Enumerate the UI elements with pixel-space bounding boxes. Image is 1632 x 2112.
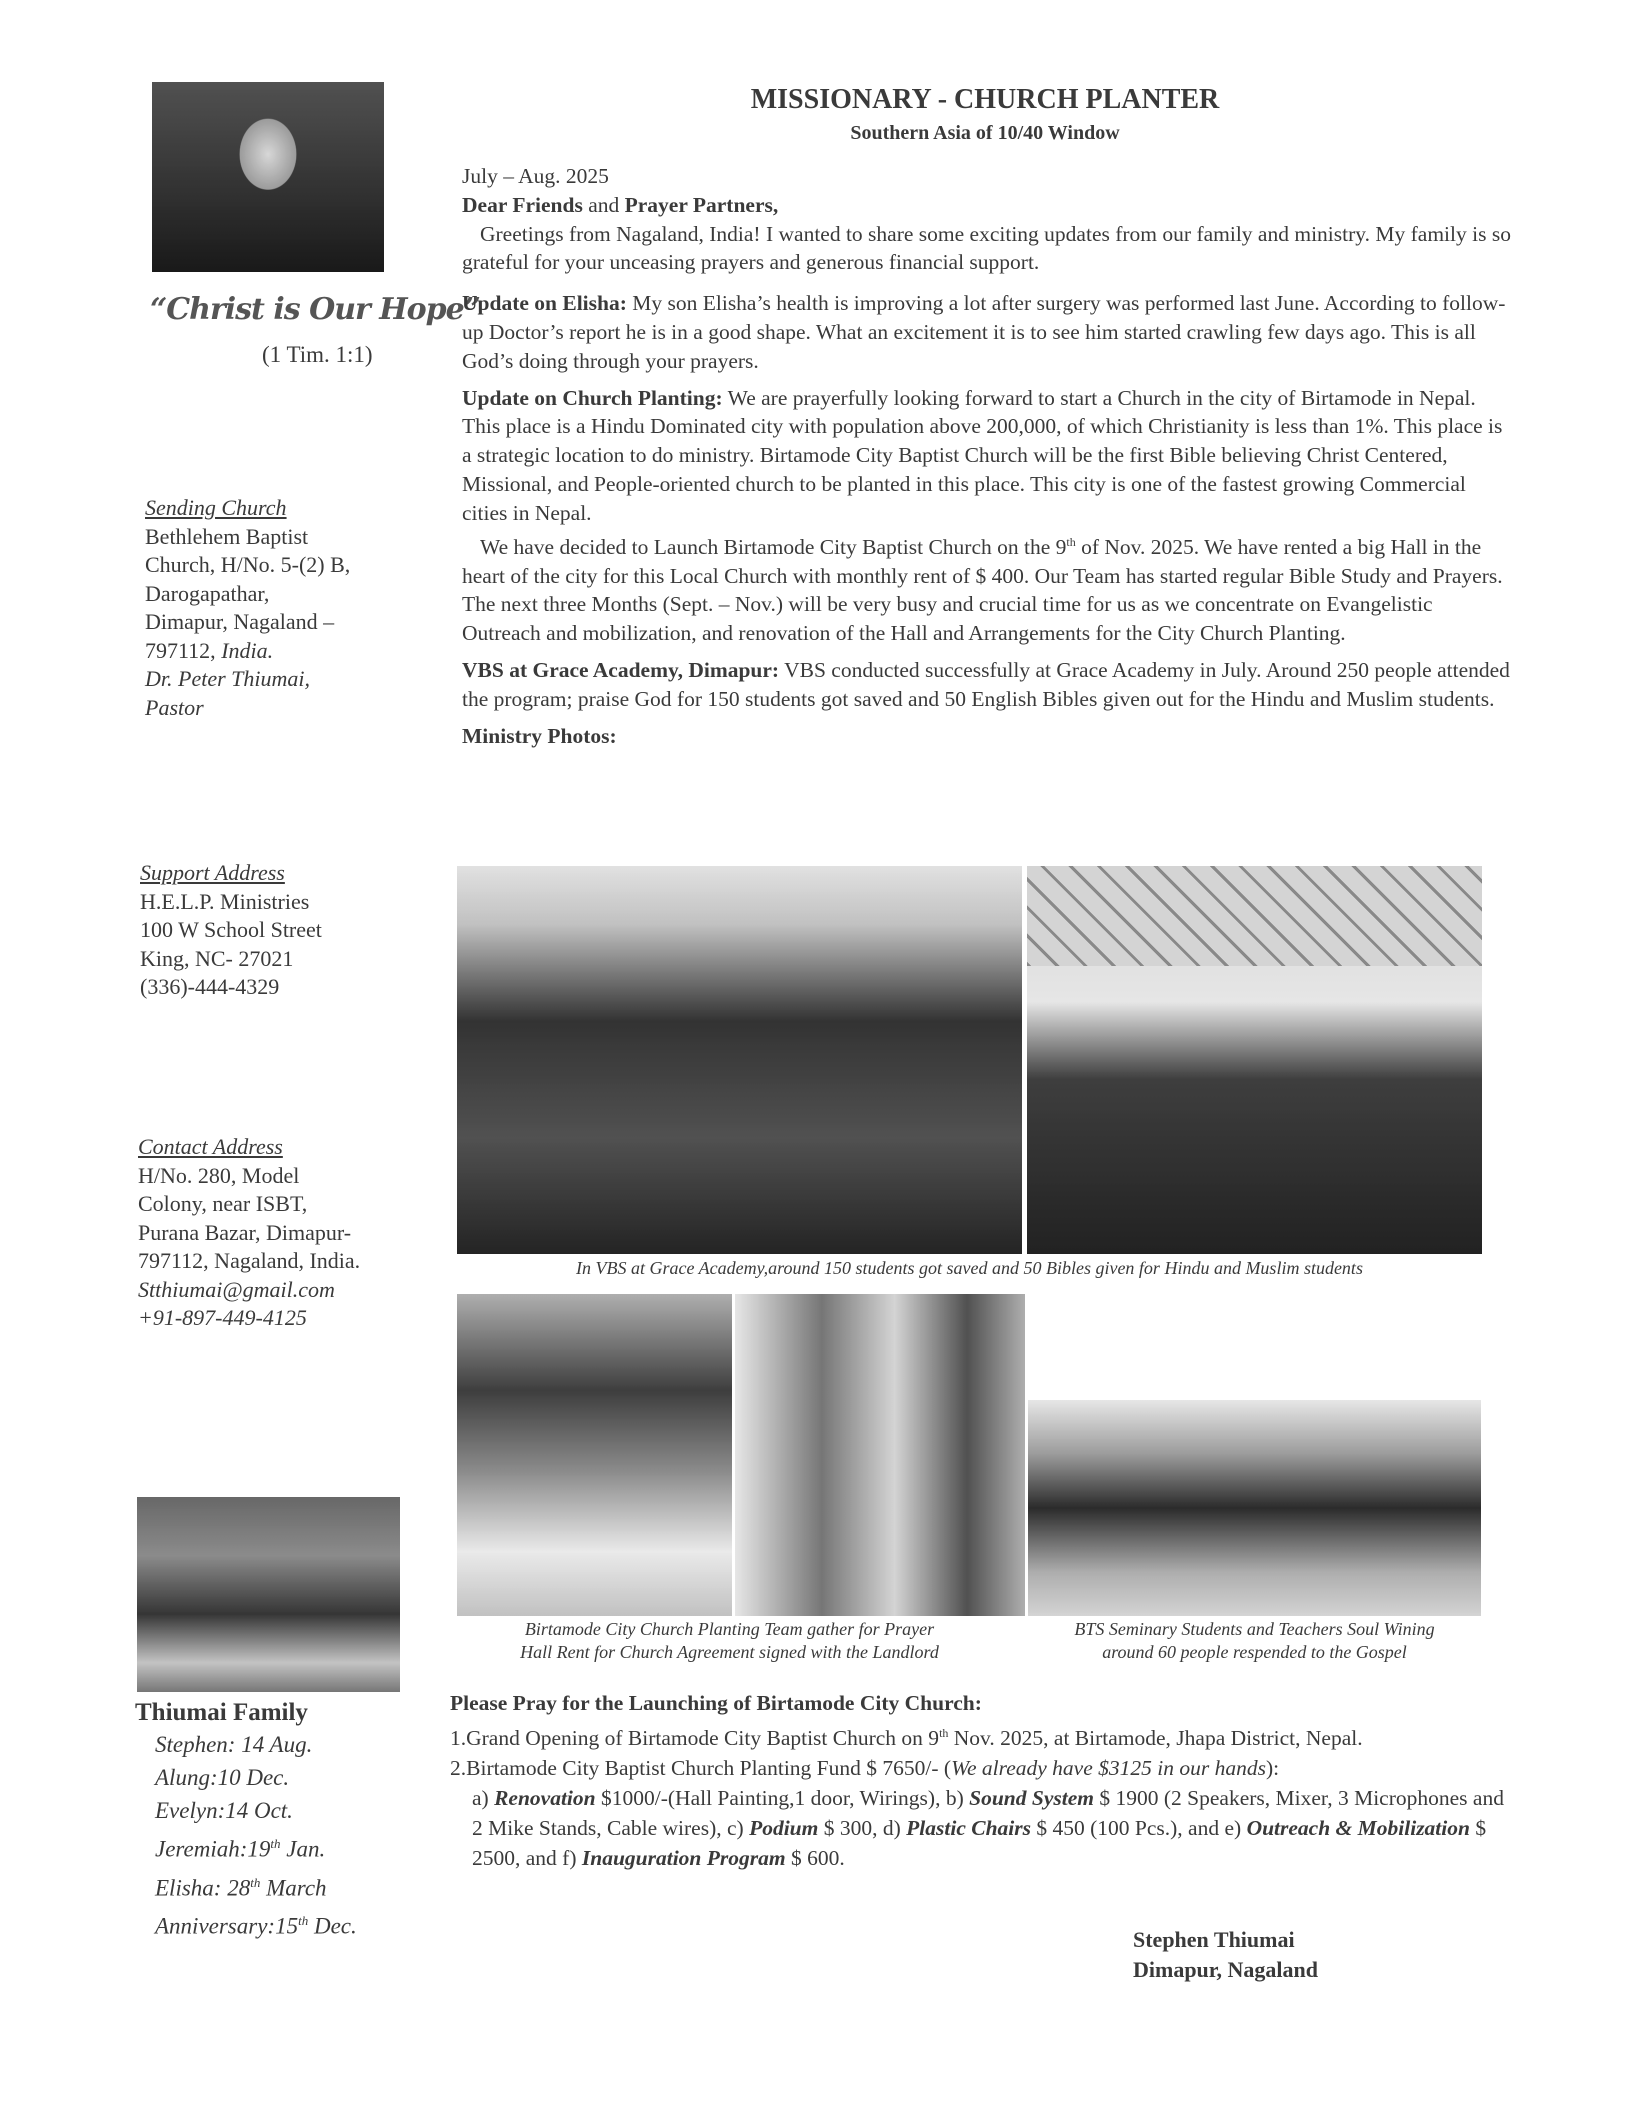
fund-letter: e) — [1224, 1816, 1247, 1841]
prayer-item-1 — [450, 1718, 1520, 1753]
fund-category: Podium — [749, 1816, 819, 1841]
fund-amount: $ 1900 (2 Speakers, Mixer, 3 Microphones and 2 Mike Stands, Cable wires), — [472, 1786, 1504, 1841]
planting-paragraph — [462, 384, 1512, 528]
fund-letter: d) — [882, 1816, 907, 1841]
ordinal-suffix: th — [250, 1874, 261, 1890]
team-photo — [457, 1294, 732, 1616]
fund-item — [883, 1816, 1225, 1840]
address-line: Bethlehem Baptist — [145, 523, 309, 549]
letter-body — [462, 162, 1512, 750]
support-address-heading: Support Address — [140, 860, 285, 885]
contact-address-heading: Contact Address — [138, 1134, 283, 1159]
prayer-requests — [450, 1688, 1520, 1873]
contact-address-block — [138, 1133, 428, 1333]
pastor-title: Pastor — [145, 694, 204, 720]
fund-category: Renovation — [494, 1786, 596, 1811]
address-line: H.E.L.P. Ministries — [140, 888, 310, 914]
sending-church-block — [145, 494, 415, 722]
salutation — [462, 191, 1512, 220]
fund-amount: $ 450 (100 Pcs.), and — [1031, 1816, 1225, 1841]
ordinal-suffix: th — [939, 1726, 949, 1740]
greeting-paragraph: Greetings from Nagaland, India! I wanted to share some exciting updates from our family and ministry. My family is so grateful for your unceasing prayers and generous financial support. — [462, 221, 1511, 275]
fund-letter: c) — [726, 1816, 750, 1841]
address-line: Darogapathar, — [145, 580, 270, 606]
motto-quote: “Christ is Our Hope” — [150, 292, 480, 327]
address-line: H/No. 280, Model — [138, 1162, 300, 1188]
prayer-text: 2.Birtamode City Baptist Church Planting Fund $ 7650/- ( — [450, 1756, 952, 1781]
family-member — [155, 1904, 357, 1943]
prayer-text: Nov. 2025, at Birtamode, Jhapa District, Nepal. — [948, 1726, 1363, 1751]
family-member — [155, 1728, 357, 1761]
elisha-heading: Update on Elisha: — [462, 291, 627, 316]
salutation-part: Prayer Partners, — [624, 192, 779, 217]
member-date: March — [260, 1875, 327, 1901]
elisha-paragraph — [462, 289, 1512, 375]
fund-letter: f) — [562, 1846, 582, 1871]
caption-line: BTS Seminary Students and Teachers Soul Wining — [1074, 1619, 1435, 1639]
address-line: Church, H/No. 5-(2) B, — [145, 552, 351, 577]
caption-line: Hall Rent for Church Agreement signed with the Landlord — [520, 1642, 939, 1662]
page-subtitle: Southern Asia of 10/40 Window — [850, 122, 1120, 144]
family-heading: Thiumai Family — [135, 1699, 308, 1726]
page-title: MISSIONARY - CHURCH PLANTER — [750, 84, 1220, 115]
fund-amount: $ 2500, and — [472, 1816, 1487, 1871]
sending-church-heading: Sending Church — [145, 495, 287, 520]
address-line: Purana Bazar, Dimapur- — [138, 1219, 352, 1245]
family-member — [155, 1866, 357, 1905]
fund-category: Plastic Chairs — [906, 1816, 1031, 1841]
signature-place: Dimapur, Nagaland — [1133, 1957, 1319, 1982]
signature — [1133, 1925, 1318, 1985]
fund-item — [562, 1846, 845, 1870]
family-photo — [137, 1497, 400, 1692]
prayer-item-2 — [450, 1753, 1520, 1783]
planting-text: We are prayerfully looking forward to start a Church in the city of Birtamode in Nepal. This place is a Hindu Dominated city with population above 200,000, of which Christianity is less than 1%. This place is a strategic location to do ministry. Birtamode City Baptist Church will be the first Bible believing Christ Centered, Missional, and People-oriented church to be planted in this place. This city is one of the fastest growing Commercial cities in Nepal. — [462, 385, 1503, 525]
motto-reference: (1 Tim. 1:1) — [262, 342, 373, 367]
launch-paragraph — [462, 528, 1512, 648]
member-date: Elisha: 28 — [155, 1875, 251, 1901]
elisha-text: My son Elisha’s health is improving a lot after surgery was performed last June. According to follow-up Doctor’s report he is in a good shape. What an excitement it is to see him started crawling few days ago. This is all God’s doing through your prayers. — [462, 291, 1506, 373]
email-link[interactable]: Stthiumai@gmail.com — [138, 1276, 335, 1302]
fund-category: Outreach & Mobilization — [1246, 1816, 1470, 1841]
fund-amount: $ 600. — [785, 1846, 845, 1871]
address-line: Dimapur, Nagaland – — [145, 609, 335, 634]
address-line: 797112, Nagaland, India. — [138, 1248, 361, 1273]
address-line: 100 W School Street — [140, 917, 322, 942]
member-date: Dec. — [308, 1913, 357, 1939]
agreement-photo — [735, 1294, 1025, 1616]
vbs-paragraph — [462, 656, 1512, 714]
member-date: Evelyn:14 Oct. — [155, 1798, 293, 1823]
country: India. — [221, 637, 274, 663]
prayer-text: ): — [1265, 1756, 1280, 1781]
launch-text: of Nov. 2025. We have rented a big Hall in the heart of the city for this Local Church with monthly rent of $ 400. Our Team has started regular Bible Study and Prayers. The next three Months (Sept. – Nov.) will be very busy and crucial time for us as we concentrate on Evangelistic Outreach and mobilization, and renovation of the Hall and Arrangements for the City Church Planting. — [462, 534, 1503, 646]
member-date: Stephen: 14 Aug. — [155, 1732, 313, 1757]
family-block — [135, 1698, 357, 1943]
photos-heading: Ministry Photos: — [462, 723, 617, 748]
planting-heading: Update on Church Planting: — [462, 385, 723, 410]
team-photo-caption — [457, 1618, 1002, 1664]
vbs-photo-1 — [457, 866, 1022, 1254]
prayer-note: We already have $3125 in our hands — [951, 1756, 1266, 1781]
address-line: King, NC- 27021 — [140, 945, 294, 971]
launch-text: We have decided to Launch Birtamode City Baptist Church on the 9 — [480, 534, 1067, 559]
caption-line: Birtamode City Church Planting Team gather for Prayer — [524, 1619, 935, 1639]
family-member — [155, 1827, 357, 1866]
fund-amount: $ 300, — [818, 1816, 883, 1841]
signature-name: Stephen Thiumai — [1133, 1927, 1295, 1952]
fund-amount: $1000/-(Hall Painting,1 door, Wirings), — [595, 1786, 946, 1811]
fund-category: Inauguration Program — [581, 1846, 786, 1871]
family-member — [155, 1761, 357, 1794]
fund-letter: a) — [472, 1786, 495, 1811]
support-address-block — [140, 859, 410, 1002]
vbs-text: VBS conducted successfully at Grace Academy in July. Around 250 people attended the program; praise God for 150 students got saved and 50 English Bibles given out for the Hindu and Muslim students. — [462, 657, 1510, 711]
fund-item — [472, 1786, 946, 1810]
address-line: Colony, near ISBT, — [138, 1191, 308, 1216]
salutation-part: and — [582, 192, 625, 217]
prayer-heading: Please Pray for the Launching of Birtamode City Church: — [450, 1691, 982, 1715]
fund-letter: b) — [945, 1786, 970, 1811]
phone: (336)-444-4329 — [140, 974, 280, 999]
vbs-photo-caption: In VBS at Grace Academy,around 150 students got saved and 50 Bibles given for Hindu and Muslim students — [576, 1258, 1363, 1278]
soul-winning-photo — [1028, 1400, 1481, 1616]
vbs-photo-2 — [1027, 866, 1482, 1254]
pastor-name: Dr. Peter Thiumai, — [145, 666, 310, 691]
vbs-heading: VBS at Grace Academy, Dimapur: — [462, 657, 780, 682]
member-date: Alung:10 Dec. — [155, 1765, 290, 1790]
address-line: 797112, — [145, 637, 222, 663]
prayer-text: 1.Grand Opening of Birtamode City Baptist Church on 9 — [450, 1726, 940, 1751]
fund-breakdown — [450, 1783, 1520, 1873]
salutation-part: Dear Friends — [462, 192, 583, 217]
ordinal-suffix: th — [270, 1836, 281, 1851]
member-date: Jeremiah:19 — [155, 1836, 271, 1862]
missionary-portrait-photo — [152, 82, 384, 272]
bts-photo-caption — [1028, 1618, 1481, 1664]
member-date: Anniversary:15 — [155, 1913, 299, 1939]
letter-date: July – Aug. 2025 — [462, 164, 609, 188]
ordinal-suffix: th — [298, 1913, 309, 1929]
caption-line: around 60 people respended to the Gospel — [1102, 1642, 1407, 1662]
fund-category: Sound System — [969, 1786, 1094, 1811]
ordinal-suffix: th — [1066, 534, 1076, 549]
fund-item — [727, 1816, 883, 1840]
family-member — [155, 1794, 357, 1827]
member-date: Jan. — [280, 1836, 326, 1862]
phone: +91-897-449-4125 — [138, 1305, 307, 1330]
